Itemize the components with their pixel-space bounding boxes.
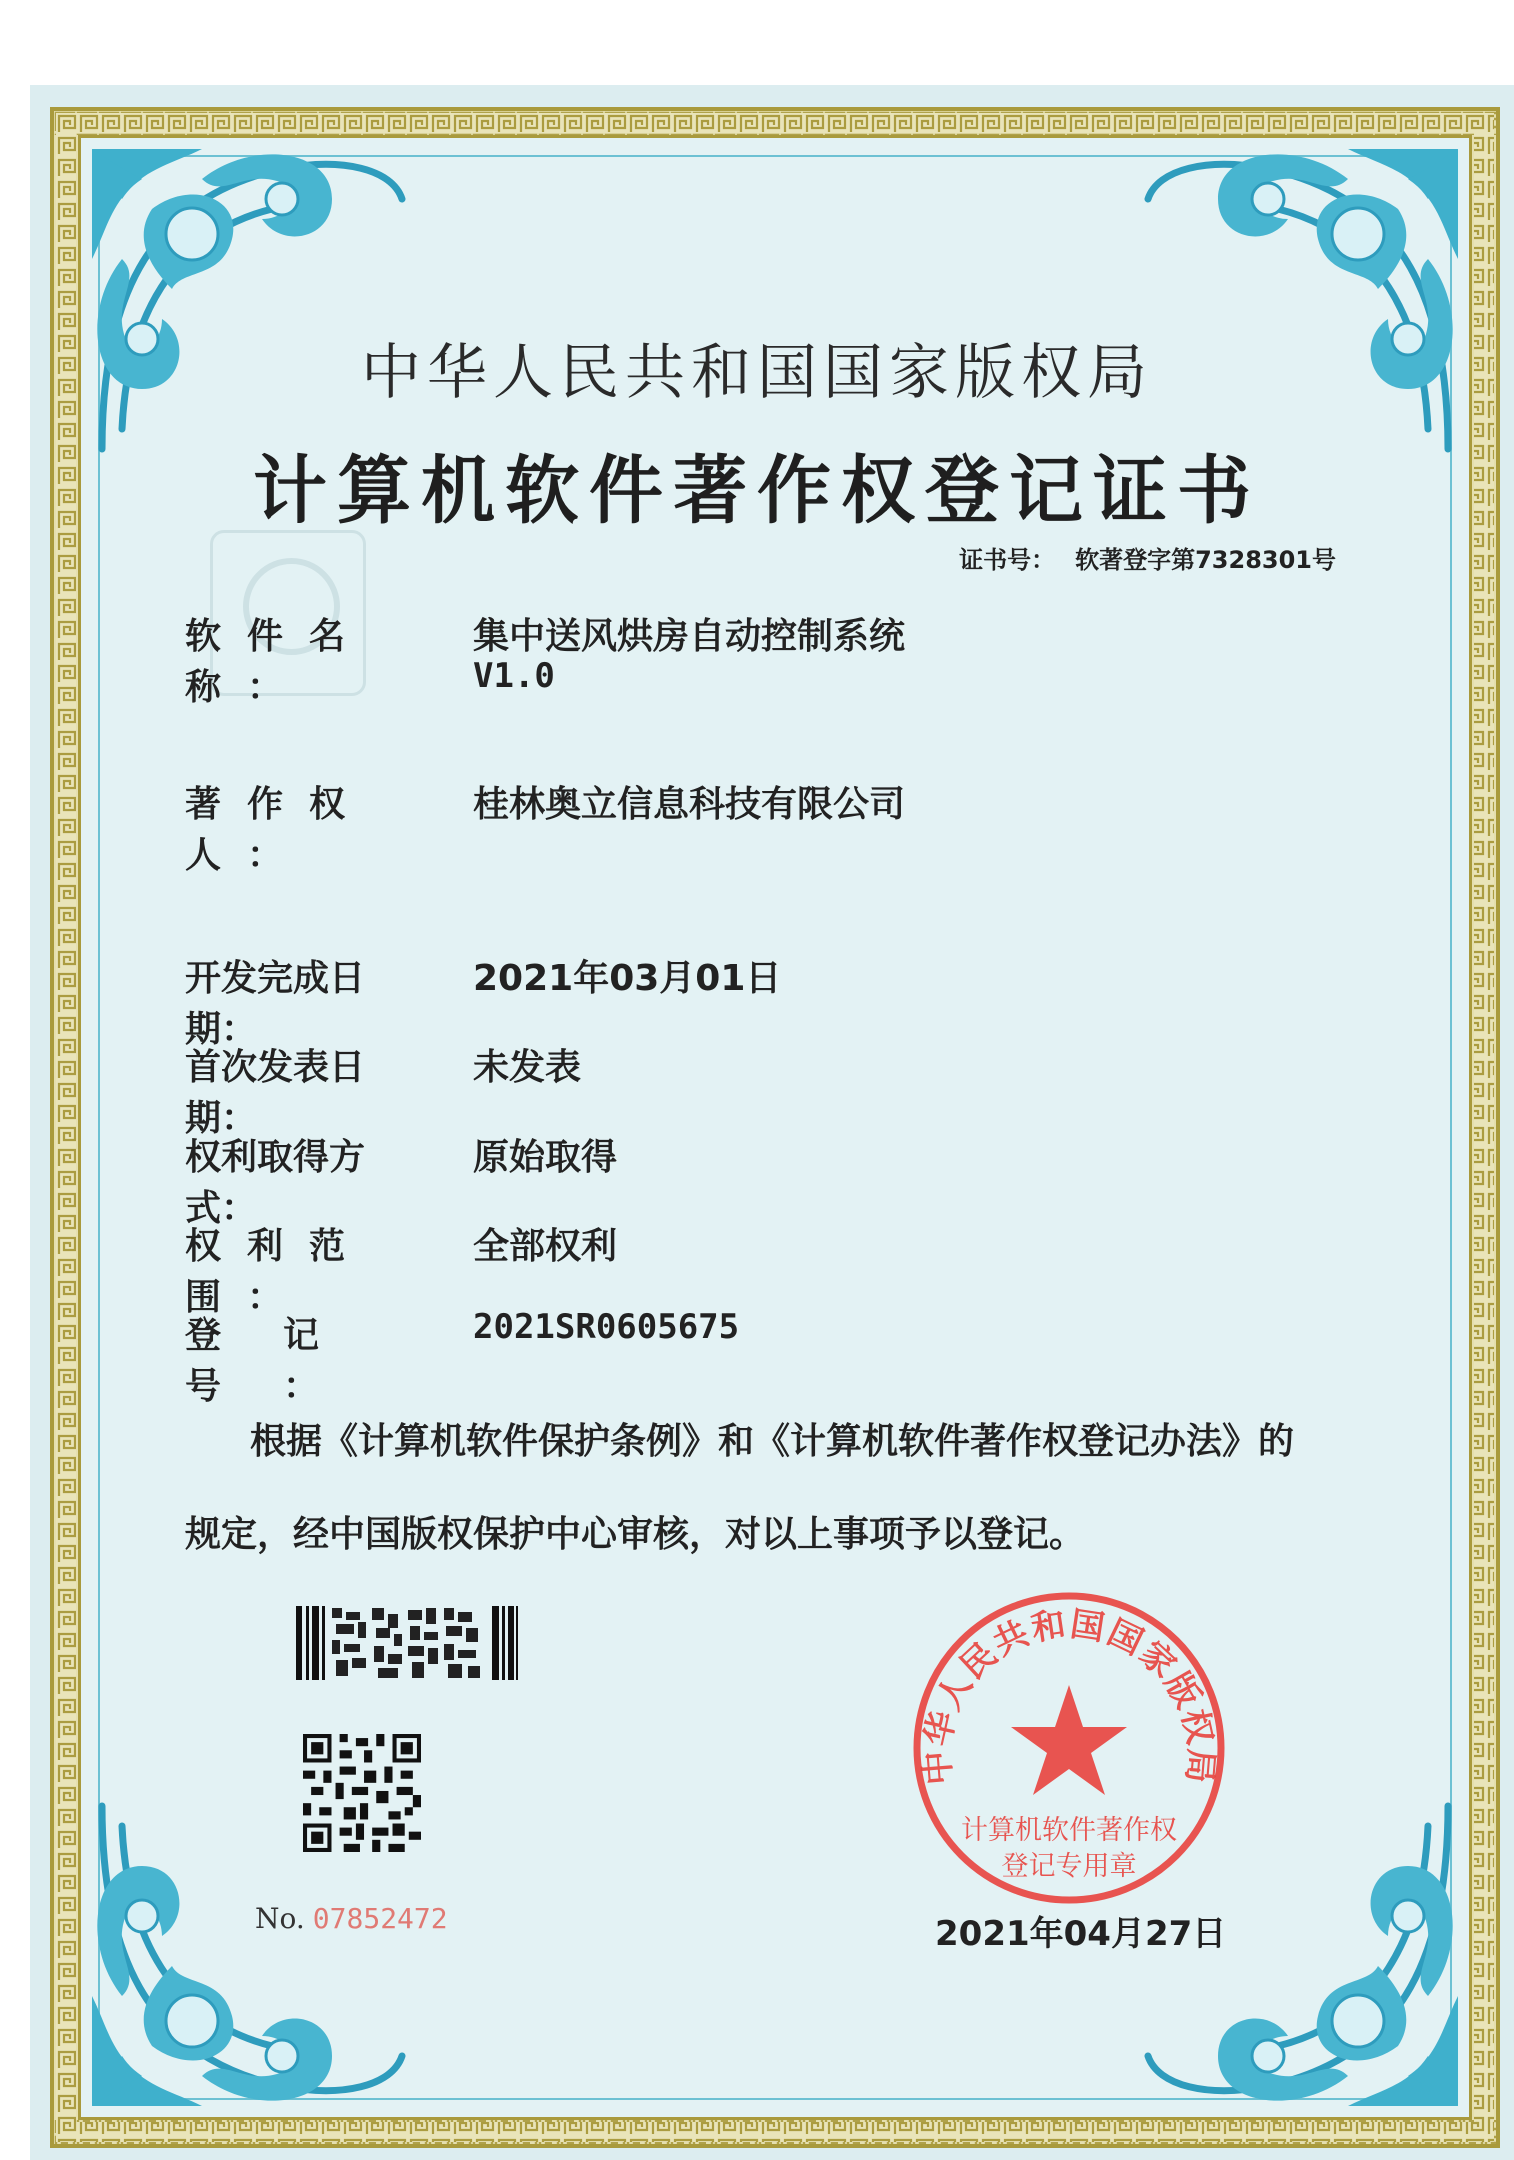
official-seal [908,1587,1230,1909]
rights-scope-label: 权利范围： [185,1226,372,1318]
completion-date-value: 2021年03月01日 [473,958,782,999]
certificate-number [959,540,1336,575]
acquisition-method-value: 原始取得 [473,1137,618,1178]
registration-number-label: 登记号： [185,1315,382,1407]
qr-code [303,1734,421,1852]
seal-inner-line-1: 计算机软件著作权 [961,1815,1177,1846]
serial-prefix: No. [255,1902,305,1935]
copyright-owner-value: 桂林奥立信息科技有限公司 [473,784,906,825]
statement-line-1: 根据《计算机软件保护条例》和《计算机软件著作权登记办法》的 [250,1421,1295,1462]
barcode [296,1606,518,1680]
corner-ornament-top-right [1138,139,1468,469]
first-publish-date-label: 首次发表日期： [185,1047,366,1139]
registration-number-value: 2021SR0605675 [473,1307,740,1347]
first-publish-date-value: 未发表 [473,1047,582,1088]
copyright-owner-label: 著作权人： [185,784,372,876]
certificate-number-label: 证书号： [959,546,1056,574]
software-version-value: V1.0 [473,656,555,696]
acquisition-method-label: 权利取得方式： [185,1137,366,1229]
corner-ornament-top-left [82,139,412,469]
completion-date-label: 开发完成日期： [185,958,366,1050]
rights-scope-value: 全部权利 [473,1226,618,1267]
seal-inner-line-2: 登记专用章 [1001,1851,1137,1882]
serial-number [255,1902,448,1935]
software-name-value: 集中送风烘房自动控制系统 [473,616,906,657]
statement-line-2: 规定，经中国版权保护中心审核，对以上事项予以登记。 [185,1514,1086,1555]
software-name-label: 软件名称： [185,616,372,708]
serial-value: 07852472 [312,1902,448,1935]
issuing-authority: 中华人民共和国国家版权局 [361,338,1153,408]
certificate-title: 计算机软件著作权登记证书 [253,448,1261,534]
issue-date: 2021年04月27日 [935,1914,1227,1954]
seal-outer-text: 中华人民共和国国家版权局 [917,1604,1221,1787]
certificate-number-value: 软著登字第7328301号 [1075,546,1336,574]
